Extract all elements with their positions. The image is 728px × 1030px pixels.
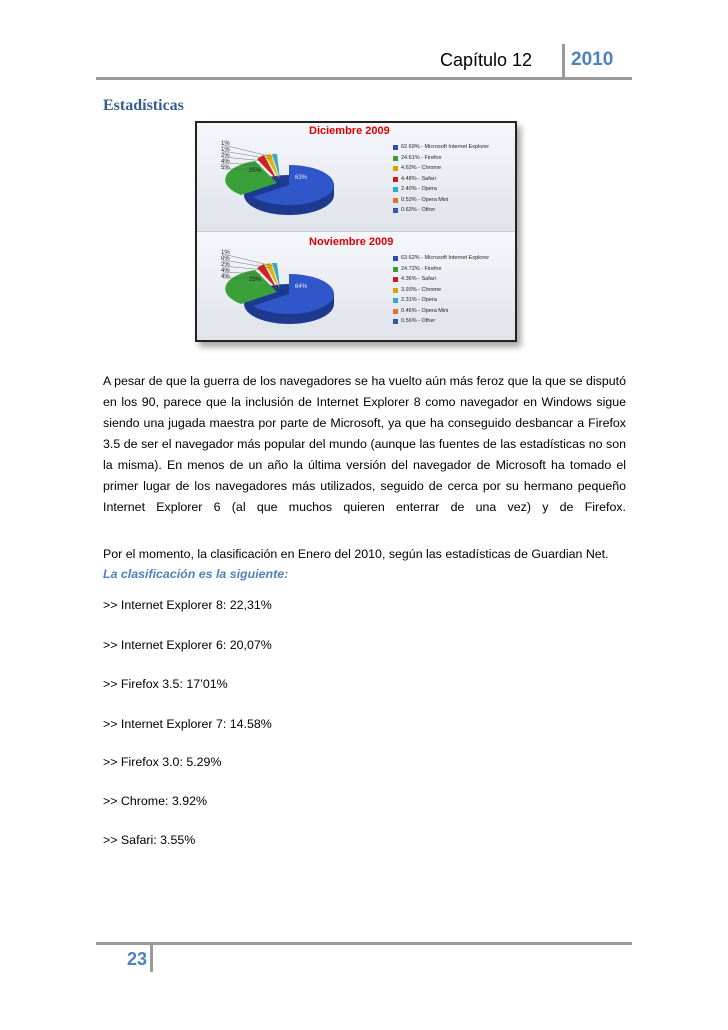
legend-swatch bbox=[393, 156, 398, 161]
small-percent: 2% bbox=[221, 153, 230, 159]
chart-panel-december bbox=[197, 123, 515, 231]
legend-label: 0.63% - Other bbox=[401, 207, 436, 213]
pie-label-ie: 63% bbox=[295, 175, 308, 181]
legend-swatch bbox=[393, 256, 398, 261]
ranking-item: >> Internet Explorer 6: 20,07% bbox=[103, 638, 272, 652]
small-percent: 4% bbox=[221, 159, 230, 165]
legend-swatch bbox=[393, 187, 398, 192]
legend-label: 2.31% - Opera bbox=[401, 297, 437, 303]
legend-item bbox=[393, 264, 489, 275]
pie-label-firefox: 25% bbox=[249, 277, 262, 283]
legend-label: 4.63% - Chrome bbox=[401, 165, 442, 171]
pie-label-firefox: 25% bbox=[249, 168, 262, 174]
legend-label: 3.93% - Chrome bbox=[401, 286, 442, 293]
small-percent: 0% bbox=[221, 256, 230, 262]
ranking-item: >> Safari: 3.55% bbox=[103, 833, 196, 847]
legend-swatch bbox=[393, 145, 398, 150]
small-percent: 2% bbox=[221, 262, 230, 268]
header-divider bbox=[562, 44, 565, 78]
legend-label: 4.36% - Safari bbox=[401, 276, 436, 282]
ranking-item: >> Firefox 3.0: 5.29% bbox=[103, 755, 222, 769]
legend-item bbox=[393, 253, 489, 264]
legend-label: 24.72% - Firefox bbox=[401, 265, 442, 272]
page-number: 23 bbox=[127, 949, 148, 969]
legend-item bbox=[393, 274, 489, 285]
ranking-item: >> Internet Explorer 8: 22,31% bbox=[103, 598, 272, 612]
small-percent: 1% bbox=[221, 250, 230, 256]
small-percent: 4% bbox=[221, 268, 230, 274]
small-percent: 1% bbox=[221, 141, 230, 147]
legend-item bbox=[393, 316, 489, 327]
legend-swatch bbox=[393, 177, 398, 182]
section-heading: Estadísticas bbox=[103, 97, 184, 114]
legend-item bbox=[393, 195, 489, 206]
intro-sentence: Por el momento, la clasificación en Enero del 2010, según las estadísticas de Guardian Net. bbox=[103, 547, 609, 561]
pie-label-ie: 64% bbox=[295, 284, 308, 290]
chart-legend bbox=[393, 253, 489, 327]
legend-item bbox=[393, 174, 489, 185]
pie-3d bbox=[225, 263, 334, 324]
legend-item bbox=[393, 142, 489, 153]
legend-swatch bbox=[393, 208, 398, 213]
ranking-item: >> Chrome: 3.92% bbox=[103, 794, 208, 808]
legend-item bbox=[393, 205, 489, 216]
legend-label: 0.46% - Opera Mini bbox=[401, 307, 449, 314]
legend-swatch bbox=[393, 298, 398, 303]
browser-stats-figure bbox=[195, 121, 517, 342]
legend-label: 0.53% - Opera Mini bbox=[401, 196, 449, 203]
legend-label: 0.56% - Other bbox=[401, 318, 436, 324]
legend-swatch bbox=[393, 166, 398, 171]
ranking-item: >> Internet Explorer 7: 14.58% bbox=[103, 717, 272, 731]
legend-swatch bbox=[393, 277, 398, 282]
legend-label: 4.48% - Safari bbox=[401, 175, 436, 182]
footer-rule bbox=[96, 942, 632, 945]
body-paragraph: A pesar de que la guerra de los navegadores se ha vuelto aún más feroz que la que se disputó en los 90, parece que la inclusión de Internet Explorer 8 como navegador en Windows sigue siendo una jugada maestra por parte de Microsoft, ya que ha conseguido desbancar a Firefox 3.5 de ser el navegador más popular del mundo (aunque las fuentes de las estadísticas no son la misma). En menos de un año la última versión del navegador de Microsoft ha tomado el primer lugar de los navegadores más utilizados, seguido de cerca por su hermano pequeño Internet Explorer 6 (al que muchos quieren enterrar de una vez) y de Firefox. bbox=[103, 374, 626, 514]
footer-divider bbox=[150, 944, 153, 972]
small-percent: 5% bbox=[221, 165, 230, 171]
chart-legend bbox=[393, 142, 489, 216]
legend-label: 2.40% - Opera bbox=[401, 186, 437, 192]
legend-label: 62.69% - Microsoft Internet Explorer bbox=[401, 144, 490, 150]
header-rule bbox=[96, 77, 632, 80]
legend-item bbox=[393, 306, 489, 317]
legend-swatch bbox=[393, 319, 398, 324]
chapter-year: 2010 bbox=[571, 49, 614, 70]
small-percent: 1% bbox=[221, 147, 230, 153]
legend-swatch bbox=[393, 288, 398, 293]
chart-panel-november bbox=[197, 231, 515, 340]
pie-3d bbox=[225, 154, 334, 215]
legend-item bbox=[393, 295, 489, 306]
legend-item bbox=[393, 153, 489, 164]
legend-swatch bbox=[393, 198, 398, 203]
small-percent: 4% bbox=[221, 274, 230, 280]
legend-label: 24.61% - Firefox bbox=[401, 154, 442, 161]
legend-swatch bbox=[393, 309, 398, 314]
legend-item bbox=[393, 163, 489, 174]
list-heading: La clasificación es la siguiente: bbox=[103, 567, 289, 581]
small-percent-labels bbox=[221, 250, 230, 280]
small-percent-labels bbox=[221, 141, 230, 171]
legend-label: 63.62% - Microsoft Internet Explorer bbox=[401, 255, 490, 261]
chapter-title: Capítulo 12 bbox=[440, 50, 533, 70]
chart-title: Diciembre 2009 bbox=[309, 125, 390, 137]
legend-item bbox=[393, 285, 489, 296]
legend-swatch bbox=[393, 267, 398, 272]
legend-item bbox=[393, 184, 489, 195]
ranking-item: >> Firefox 3.5: 17’01% bbox=[103, 677, 228, 691]
chart-title: Noviembre 2009 bbox=[309, 236, 394, 248]
